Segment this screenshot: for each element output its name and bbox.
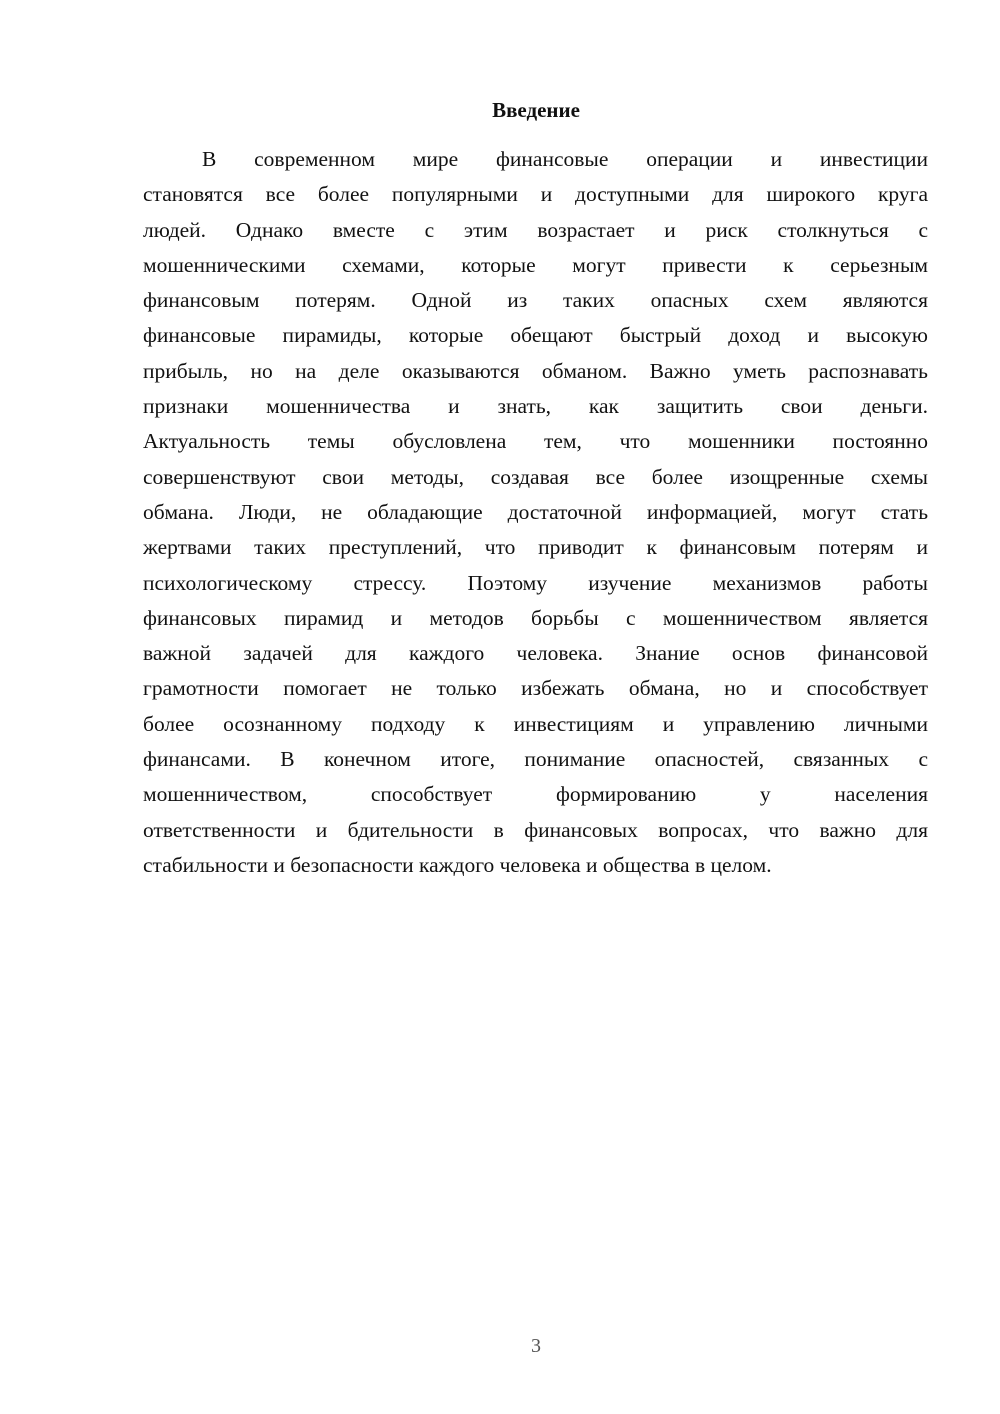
text-line: людей. Однако вместе с этим возрастает и риск столкнуться с [143,217,928,242]
text-line: грамотности помогает не только избежать обмана, но и способствует [143,676,928,701]
text-line: становятся все более популярными и доступными для широкого круга [143,182,928,207]
text-line: жертвами таких преступлений, что приводит к финансовым потерям и [143,535,928,560]
page-number: 3 [531,1335,541,1357]
text-line: Актуальность темы обусловлена тем, что мошенники постоянно [143,429,928,454]
text-line: финансами. В конечном итоге, понимание опасностей, связанных с [143,747,928,772]
text-line: совершенствуют свои методы, создавая все более изощренные схемы [143,464,928,489]
text-line: более осознанному подходу к инвестициям и управлению личными [143,711,928,736]
text-line: психологическому стрессу. Поэтому изучение механизмов работы [143,570,928,595]
text-line: ответственности и бдительности в финансовых вопросах, что важно для [143,817,928,842]
text-line: важной задачей для каждого человека. Знание основ финансовой [143,641,928,666]
text-line: обмана. Люди, не обладающие достаточной информацией, могут стать [143,499,928,524]
text-line: мошенническими схемами, которые могут привести к серьезным [143,252,928,277]
text-line: В современном мире финансовые операции и инвестиции [202,147,928,171]
text-line: прибыль, но на деле оказываются обманом. Важно уметь распознавать [143,358,928,383]
section-heading: Введение [492,98,580,122]
text-line: мошенничеством, способствует формированию у населения [143,782,928,807]
text-line: финансовые пирамиды, которые обещают быстрый доход и высокую [143,323,928,348]
text-line: стабильности и безопасности каждого человека и общества в целом. [143,852,772,877]
text-line: признаки мошенничества и знать, как защитить свои деньги. [143,394,928,419]
text-line: финансовым потерям. Одной из таких опасных схем являются [143,288,928,313]
body-paragraph [143,142,928,883]
text-line: финансовых пирамид и методов борьбы с мошенничеством является [143,605,928,630]
